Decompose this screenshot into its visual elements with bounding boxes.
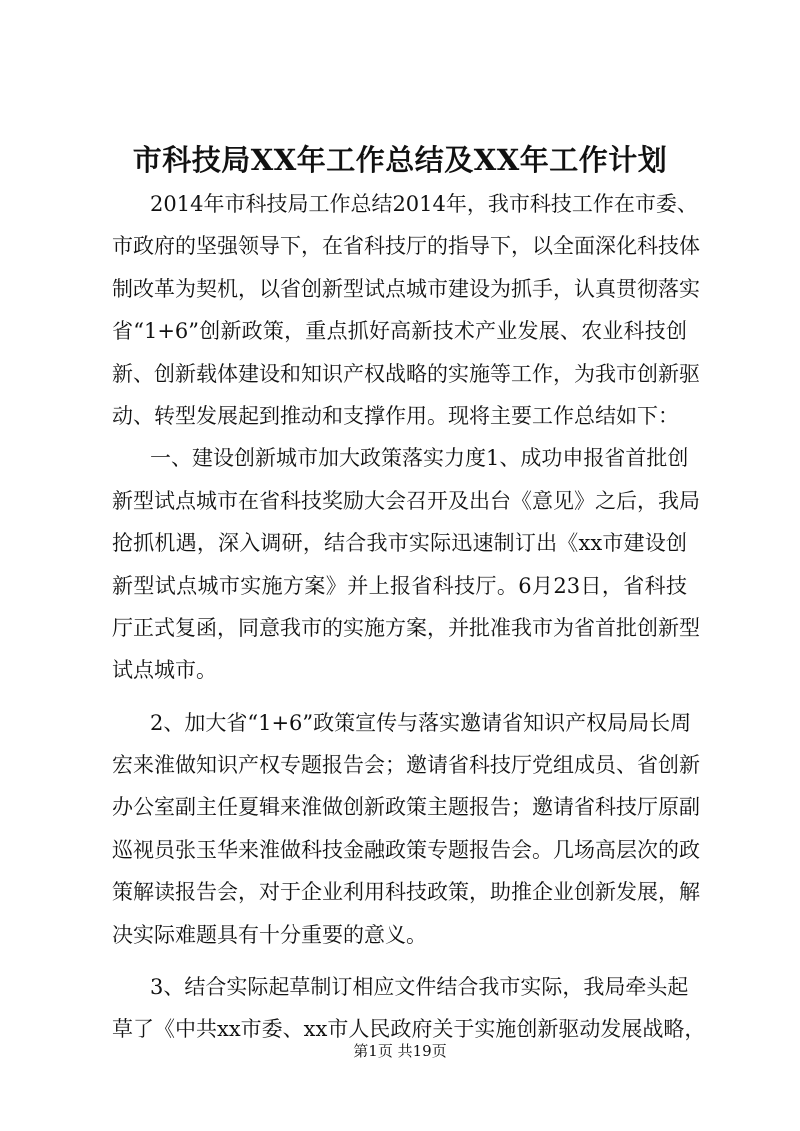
paragraph-2-line-4: 新型试点城市实施方案》并上报省科技厅。6月23日，省科技 (112, 573, 687, 598)
paragraph-2-line-6: 试点城市。 (112, 658, 217, 683)
paragraph-2-line-1: 一、建设创新城市加大政策落实力度1、成功申报省首批创 (150, 446, 689, 471)
paragraph-1-line-2: 市政府的坚强领导下，在省科技厅的指导下，以全面深化科技体 (112, 234, 700, 259)
paragraph-3-line-2: 宏来淮做知识产权专题报告会；邀请省科技厅党组成员、省创新 (112, 753, 700, 778)
paragraph-3-line-5: 策解读报告会，对于企业利用科技政策，助推企业创新发展，解 (112, 880, 700, 905)
paragraph-1-line-6: 动、转型发展起到推动和支撑作用。现将主要工作总结如下： (112, 403, 679, 428)
paragraph-3-line-6: 决实际难题具有十分重要的意义。 (112, 922, 427, 947)
paragraph-2-line-3: 抢抓机遇，深入调研，结合我市实际迅速制订出《xx市建设创 (112, 531, 687, 556)
page-number-footer: 第1页 共19页 (353, 1042, 447, 1060)
paragraph-2-line-5: 厅正式复函，同意我市的实施方案，并批准我市为省首批创新型 (112, 615, 700, 640)
paragraph-gap (112, 692, 687, 702)
paragraph-4-line-2: 草了《中共xx市委、xx市人民政府关于实施创新驱动发展战略， (112, 1017, 706, 1042)
paragraph-3-line-1: 2、加大省“1+6”政策宣传与落实邀请省知识产权局局长周 (150, 710, 692, 735)
paragraph-1-line-4: 省“1+6”创新政策，重点抓好高新技术产业发展、农业科技创 (112, 319, 687, 344)
paragraph-4-line-1: 3、结合实际起草制订相应文件结合我市实际，我局牵头起 (150, 975, 689, 1000)
paragraph-3-line-4: 巡视员张玉华来淮做科技金融政策专题报告会。几场高层次的政 (112, 837, 700, 862)
paragraph-3-line-3: 办公室副主任夏辑来淮做创新政策主题报告；邀请省科技厅原副 (112, 795, 700, 820)
document-body (112, 183, 706, 1051)
paragraph-2-line-2: 新型试点城市在省科技奖励大会召开及出台《意见》之后，我局 (112, 488, 700, 513)
paragraph-1-line-5: 新、创新载体建设和知识产权战略的实施等工作，为我市创新驱 (112, 361, 700, 386)
paragraph-1-line-1: 2014年市科技局工作总结2014年，我市科技工作在市委、 (150, 192, 698, 216)
document-title: 市科技局XX年工作总结及XX年工作计划 (132, 143, 668, 177)
paragraph-gap (112, 956, 687, 966)
paragraph-1-line-3: 制改革为契机，以省创新型试点城市建设为抓手，认真贯彻落实 (112, 276, 700, 301)
